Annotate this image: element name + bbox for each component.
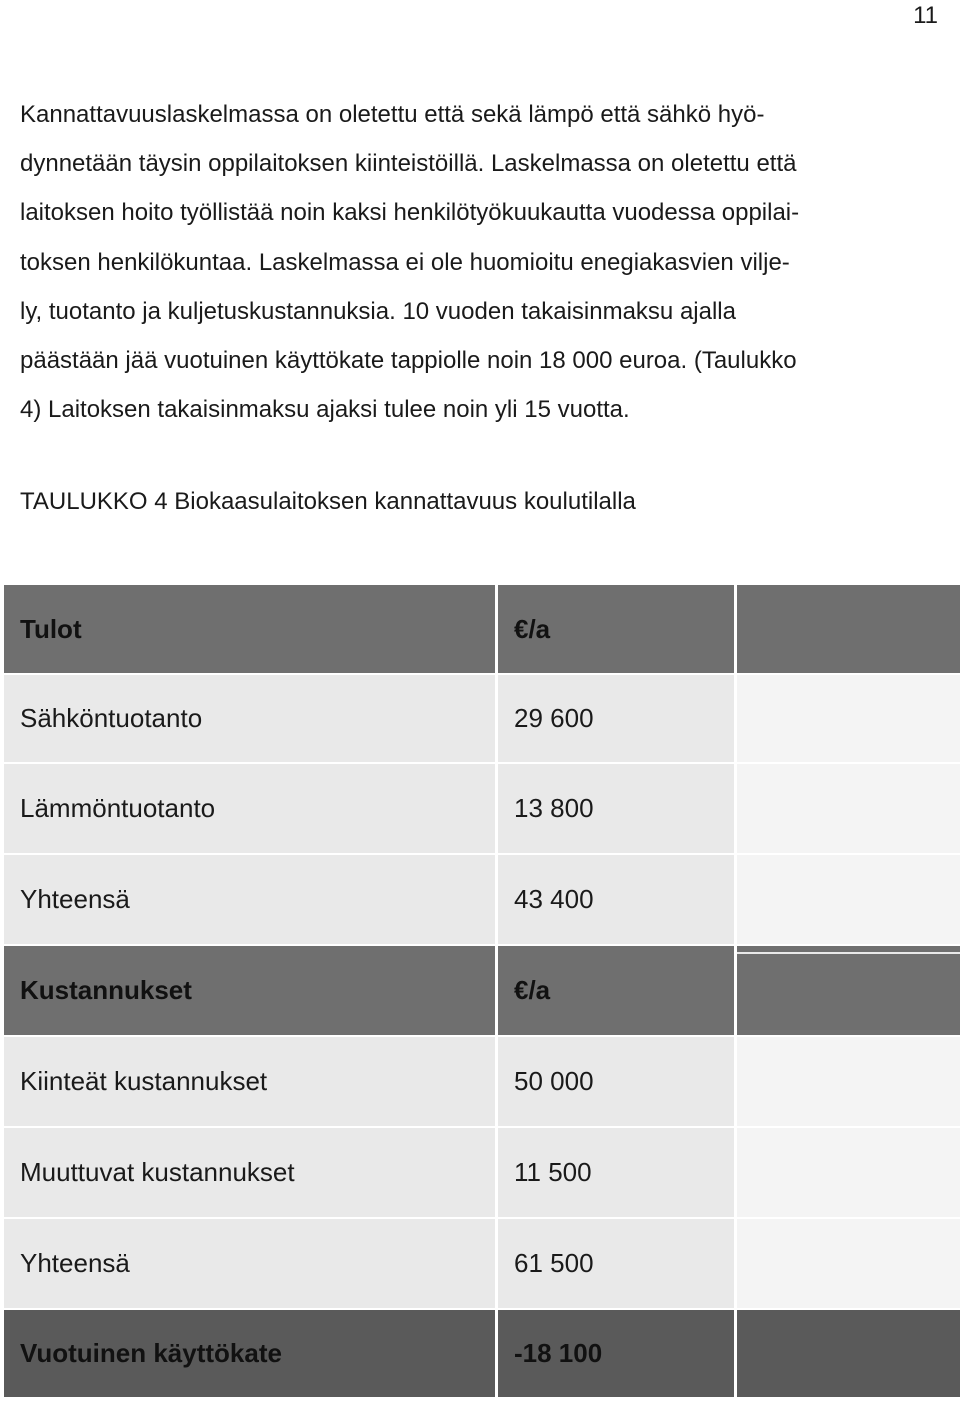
table-caption: TAULUKKO 4 Biokaasulaitoksen kannattavuus koulutilalla: [20, 488, 636, 515]
table-cell-empty: [737, 1219, 960, 1308]
table-cell-empty: [737, 675, 960, 762]
table-cell-label: Kustannukset: [4, 946, 495, 1035]
table-row: [4, 1219, 960, 1308]
body-paragraph: [20, 90, 945, 434]
table-cell-label: Muuttuvat kustannukset: [4, 1128, 495, 1217]
paragraph-line: ly, tuotanto ja kuljetuskustannuksia. 10 vuoden takaisinmaksu ajalla: [20, 297, 736, 325]
table-cell-value: 11 500: [498, 1128, 734, 1217]
table-cell-empty: [737, 946, 960, 1035]
table-cell-label: Tulot: [4, 585, 495, 673]
table-cell-empty: [737, 764, 960, 853]
table-header-row-costs: [4, 946, 960, 1035]
table-row: [4, 675, 960, 762]
paragraph-line: Kannattavuuslaskelmassa on oletettu että sekä lämpö että sähkö hyö-: [20, 101, 765, 128]
page-number: 11: [913, 2, 938, 29]
table-cell-label: Yhteensä: [4, 1219, 495, 1308]
table-cell-label: Kiinteät kustannukset: [4, 1037, 495, 1126]
table-cell-value: 43 400: [498, 855, 734, 944]
table-total-row: [4, 1310, 960, 1397]
profitability-table: [4, 585, 960, 1399]
table-cell-empty: [737, 1310, 960, 1397]
table-row: [4, 855, 960, 944]
paragraph-line: 4) Laitoksen takaisinmaksu ajaksi tulee noin yli 15 vuotta.: [20, 396, 630, 424]
paragraph-line: toksen henkilökuntaa. Laskelmassa ei ole huomioitu enegiakasvien vilje-: [20, 248, 790, 276]
table-cell-empty: [737, 1128, 960, 1217]
table-cell-value: 50 000: [498, 1037, 734, 1126]
table-cell-value: 13 800: [498, 764, 734, 853]
table-cell-label: Lämmöntuotanto: [4, 764, 495, 853]
table-cell-unit: €/a: [498, 585, 734, 673]
table-cell-value: -18 100: [498, 1310, 734, 1397]
table-cell-label: Sähköntuotanto: [4, 675, 495, 762]
table-cell-label: Vuotuinen käyttökate: [4, 1310, 495, 1397]
table-cell-empty: [737, 1037, 960, 1126]
table-cell-value: 61 500: [498, 1219, 734, 1308]
table-cell-empty: [737, 585, 960, 673]
paragraph-line: päästään jää vuotuinen käyttökate tappiolle noin 18 000 euroa. (Taulukko: [20, 347, 797, 375]
table-header-row-income: [4, 585, 960, 673]
table-cell-label: Yhteensä: [4, 855, 495, 944]
table-row: [4, 1037, 960, 1126]
table-cell-empty: [737, 855, 960, 944]
table-row: [4, 764, 960, 853]
paragraph-line: laitoksen hoito työllistää noin kaksi henkilötyökuukautta vuodessa oppilai-: [20, 199, 800, 227]
table-cell-value: 29 600: [498, 675, 734, 762]
table-cell-unit: €/a: [498, 946, 734, 1035]
table-row: [4, 1128, 960, 1217]
paragraph-line: dynnetään täysin oppilaitoksen kiinteistöillä. Laskelmassa on oletettu että: [20, 150, 797, 178]
